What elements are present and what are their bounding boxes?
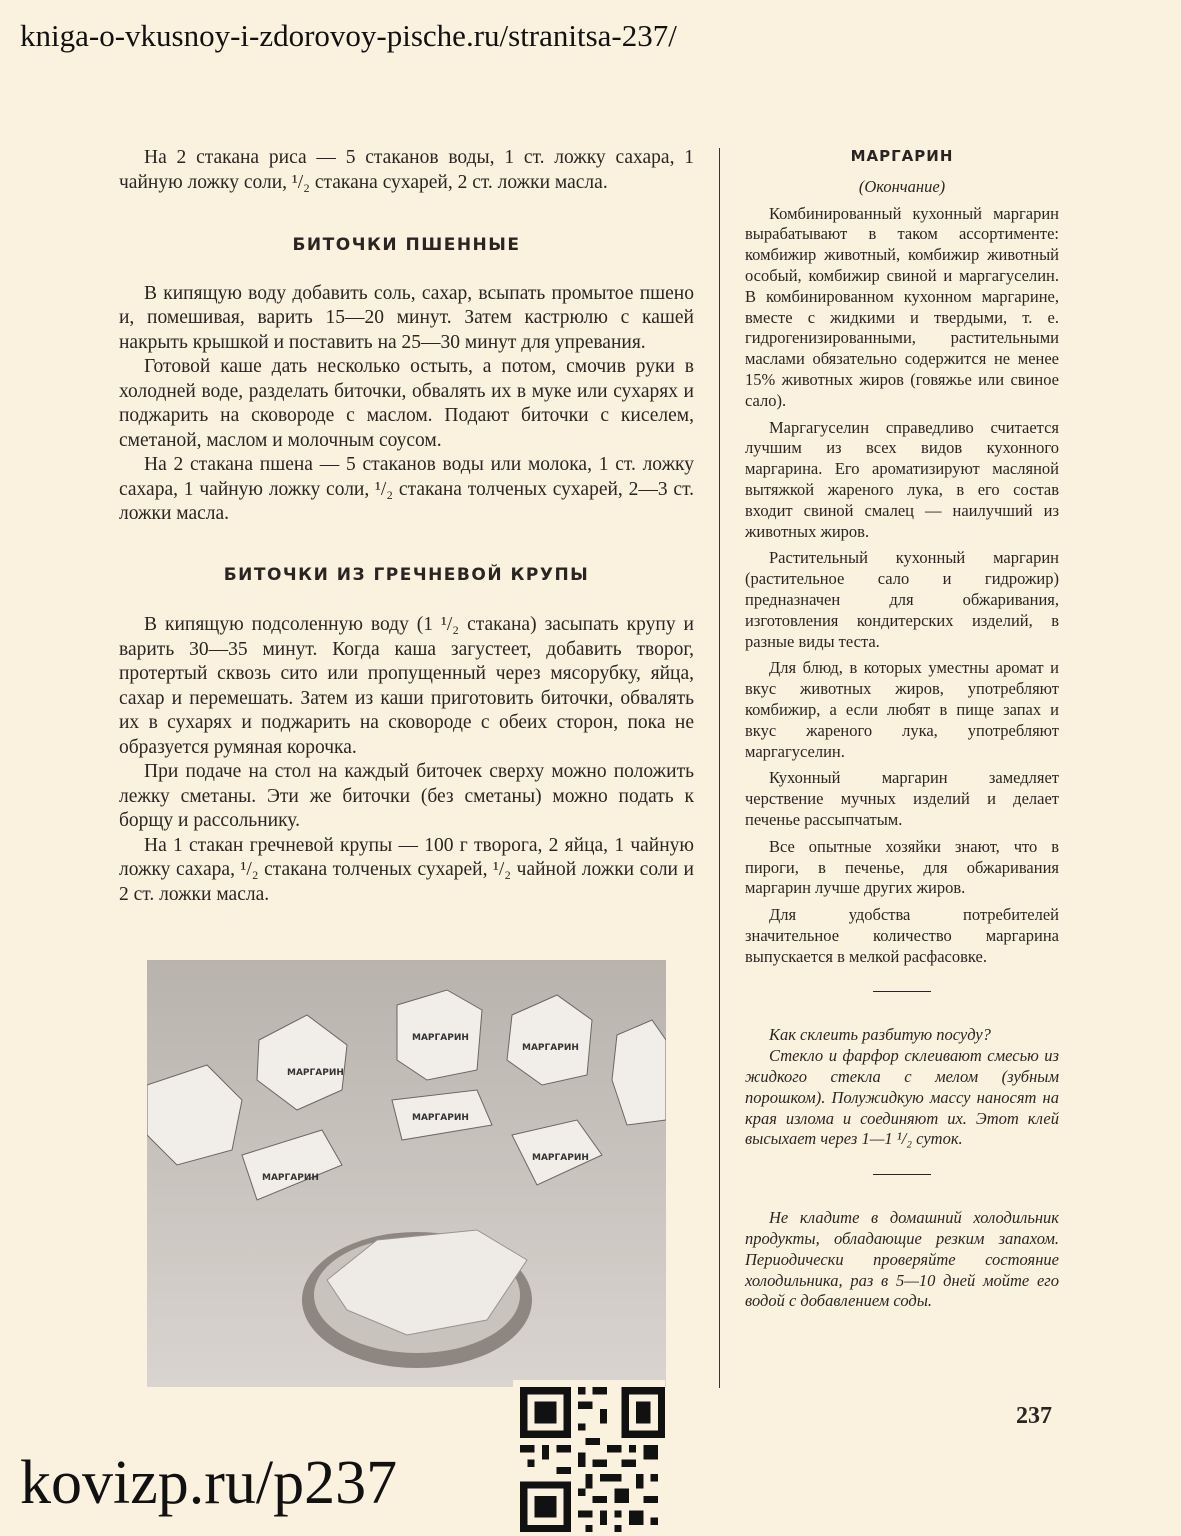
- tip-separator: [873, 1174, 931, 1175]
- buckwheat-paragraph-1: В кипящую подсоленную воду (1 ¹/₂ стакана) засыпать крупу и варить 30—35 минут. Когда каша загустеет, добавить творог, протертый сквозь сито или пропущенный через мясорубку, яйца, сахар и перемешать. Затем из каши приготовить биточки, обвалять их в сухарях и поджарить на сковороде с обеих сторон, пока не образуется румяная корочка.: [119, 614, 694, 758]
- buckwheat-paragraph-2: При подаче на стол на каждый биточек сверху можно положить лежку сметаны. Эти же биточки (без сметаны) можно подать к борщу и рассольнику.: [119, 761, 694, 831]
- source-url[interactable]: kniga-o-vkusnoy-i-zdorovoy-pische.ru/stranitsa-237/: [20, 18, 677, 53]
- page-number: 237: [1016, 1403, 1052, 1429]
- tip-separator: [873, 991, 931, 992]
- package-label: МАРГАРИН: [412, 1033, 469, 1043]
- package-label: МАРГАРИН: [522, 1043, 579, 1053]
- margarine-paragraph: Маргагуселин справедливо считается лучшим из всех видов кухонного маргарина. Его ароматизируют масляной вытяжкой жареного лука, в его состав входит свиной смалец — наилучший из животных жиров.: [745, 417, 1059, 541]
- sidebar-title: МАРГАРИН: [850, 147, 954, 165]
- section-title-buckwheat-patties: БИТОЧКИ ИЗ ГРЕЧНЕВОЙ КРУПЫ: [223, 564, 590, 585]
- left-column: [119, 146, 694, 907]
- millet-paragraph-1: В кипящую воду добавить соль, сахар, всыпать промытое пшено и, помешивая, варить 15—20 минут. Затем кастрюлю с кашей накрыть крышкой и поставить на 25—30 минут для упревания.: [119, 282, 694, 353]
- millet-paragraph-2: Готовой каше дать несколько остыть, а потом, смочив руки в холодней воде, разделать биточки, обвалять их в муке или сухарях и поджарить на сковороде с маслом. Подают биточки с киселем, сметаной, маслом и молочным соусом.: [119, 356, 694, 451]
- package-label: МАРГАРИН: [262, 1173, 319, 1183]
- sidebar-subtitle: (Окончание): [858, 176, 946, 196]
- margarine-paragraph: Все опытные хозяйки знают, что в пироги, в печенье, для обжаривания маргарин лучше других жиров.: [745, 836, 1059, 898]
- section-title-millet-patties: БИТОЧКИ ПШЕННЫЕ: [292, 235, 521, 255]
- column-divider: [719, 148, 720, 1388]
- right-column: [745, 146, 1059, 1318]
- rice-ingredients: На 2 стакана риса — 5 стаканов воды, 1 ст. ложку сахара, 1 чайную ложку соли, ¹/₂ стакана сухарей, 2 ст. ложки масла.: [119, 147, 694, 193]
- qr-code-icon[interactable]: [513, 1380, 665, 1532]
- margarine-paragraph: Кухонный маргарин замедляет черствение мучных изделий и делает печенье рассыпчатым.: [745, 768, 1059, 829]
- margarine-paragraph: Растительный кухонный маргарин (растительное сало и гидрожир) предназначен для обжаривания, изготовления кондитерских изделий, в разные виды теста.: [745, 548, 1059, 651]
- short-url[interactable]: kovizp.ru/p237: [20, 1449, 398, 1517]
- tip-glue-question: Как склеить разбитую посуду?: [769, 1025, 991, 1045]
- buckwheat-paragraph-3: На 1 стакан гречневой крупы — 100 г творога, 2 яйца, 1 чайную ложку сахара, ¹/₂ стакана толченых сухарей, ¹/₂ чайной ложки соли и 2 ст. ложки масла.: [119, 834, 694, 905]
- margarine-paragraph: Для удобства потребителей значительное количество маргарина выпускается в мелкой расфасовке.: [745, 905, 1059, 966]
- tip-fridge: Не кладите в домашний холодильник продукты, обладающие резким запахом. Периодически проверяйте состояние холодильника, раз в 5—10 дней мойте его водой с добавлением соды.: [745, 1208, 1059, 1311]
- package-label: МАРГАРИН: [287, 1068, 344, 1078]
- margarine-paragraph: Для блюд, в которых уместны аромат и вкус животных жиров, употребляют комбижир, а если любят в пище запах и вкус жареного лука, употребляют маргагуселин.: [745, 658, 1059, 761]
- margarine-photo: [147, 960, 666, 1387]
- tip-glue-answer: Стекло и фарфор склеивают смесью из жидкого стекла с мелом (зубным порошком). Полужидкую массу наносят на края излома и соединяют их. Этот клей высыхает через 1—1 ¹/₂ суток.: [745, 1046, 1059, 1149]
- package-label: МАРГАРИН: [532, 1153, 589, 1163]
- millet-paragraph-3: На 2 стакана пшена — 5 стаканов воды или молока, 1 ст. ложку сахара, 1 чайную ложку соли, ¹/₂ стакана толченых сухарей, 2—3 ст. ложки масла.: [119, 454, 694, 524]
- package-label: МАРГАРИН: [412, 1113, 469, 1123]
- margarine-paragraph: Комбинированный кухонный маргарин вырабатывают в таком ассортименте: комбижир животный, комбижир животный особый, комбижир свиной и маргагуселин. В комбинированном кухонном маргарине, вместе с жидкими и твердыми, т. е. гидрогенизированными, растительными маслами обязательно содержится не менее 15% животных жиров (говяжье или свиное сало).: [745, 203, 1059, 410]
